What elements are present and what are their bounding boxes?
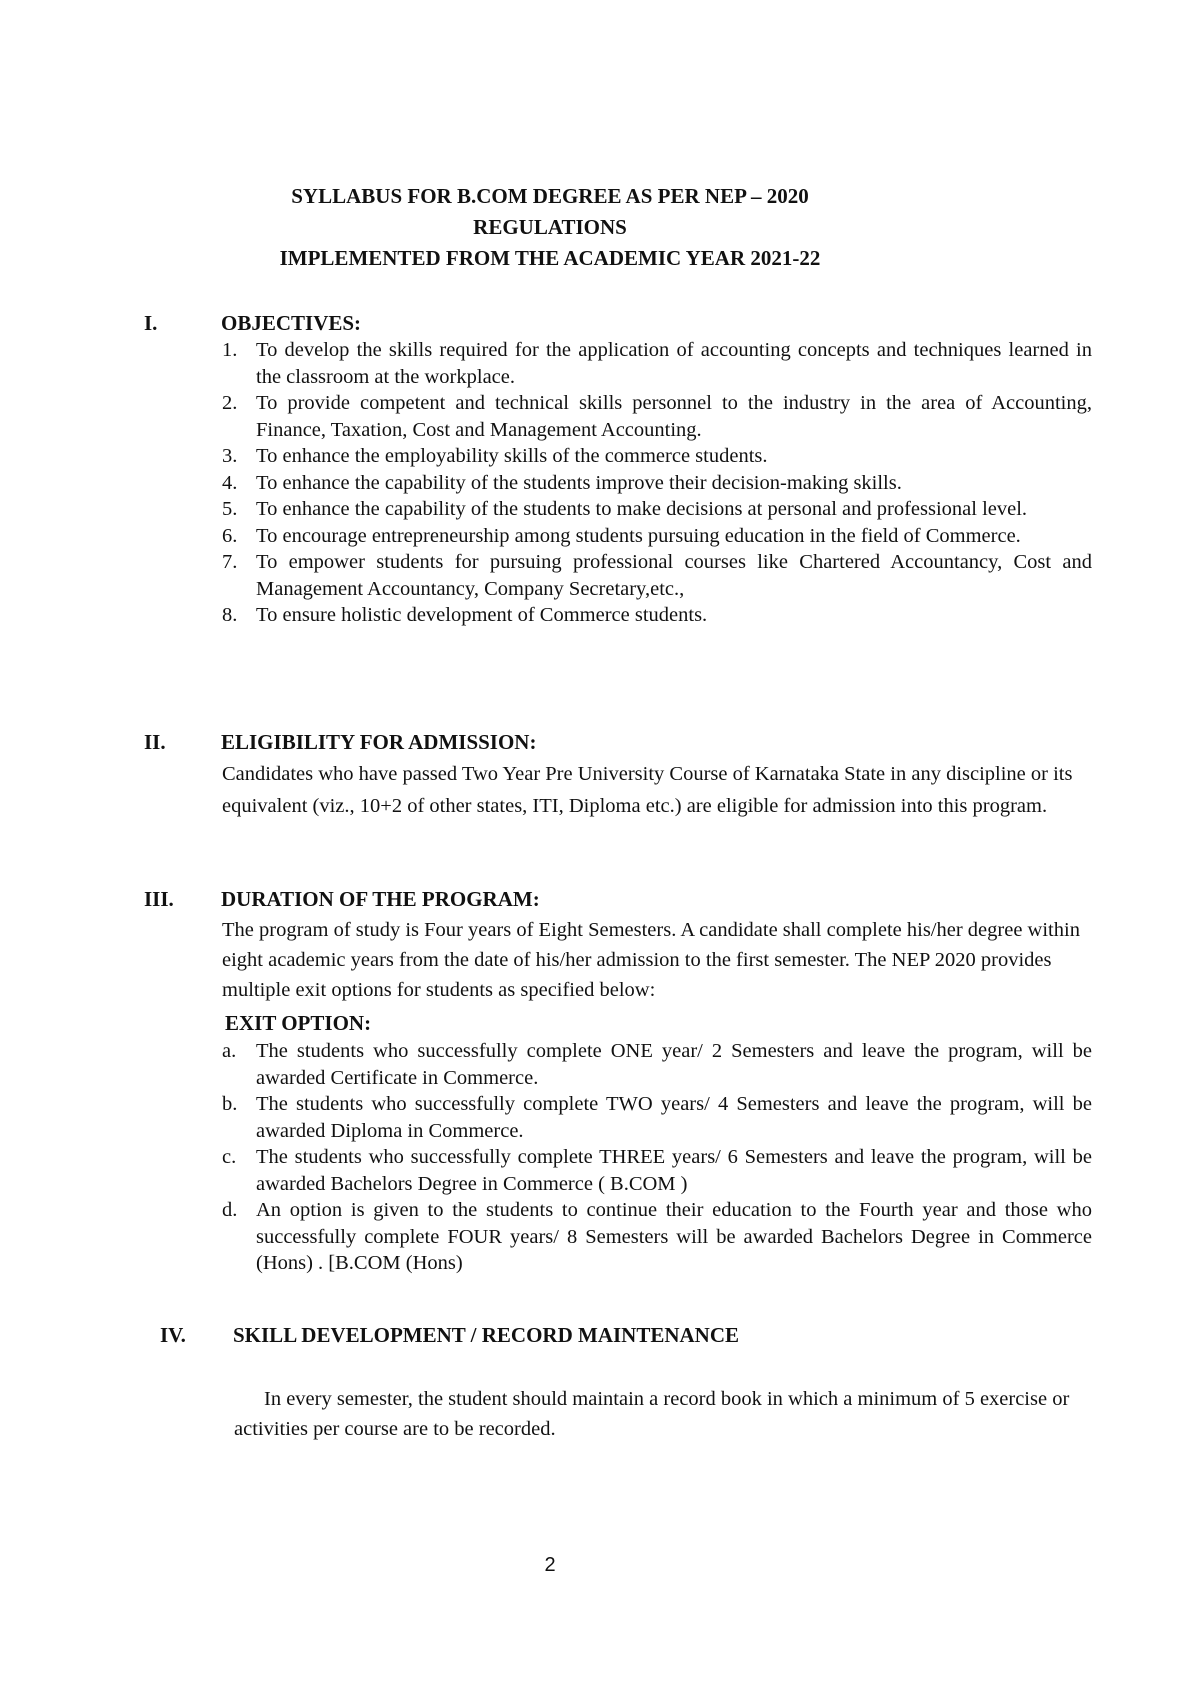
list-item [222,549,1092,602]
list-marker: 2. [222,392,238,414]
list-item [222,470,1092,497]
exit-options-list [222,1038,1092,1277]
list-item [222,523,1092,550]
list-item-text: To provide competent and technical skills personnel to the industry in the area of Accounting, Finance, Taxation, Cost and Management Accounting. [256,392,1092,441]
list-item-text: The students who successfully complete THREE years/ 6 Semesters and leave the program, will be awarded Bachelors Degree in Commerce ( B.COM ) [256,1146,1092,1195]
list-item-text: To enhance the employability skills of the commerce students. [256,445,768,467]
title-line-1: SYLLABUS FOR B.COM DEGREE AS PER NEP – 2020 [291,184,809,208]
list-item [222,1144,1092,1197]
list-marker: d. [222,1199,238,1221]
objectives-list [222,337,1092,629]
section-number: III. [144,887,174,911]
list-item-text: An option is given to the students to continue their education to the Fourth year and those who successfully complete FOUR years/ 8 Semesters will be awarded Bachelors Degree in Commerce (Hons) . [B.COM (Hons) [256,1199,1092,1274]
section-heading: SKILL DEVELOPMENT / RECORD MAINTENANCE [233,1323,740,1347]
section-heading: ELIGIBILITY FOR ADMISSION: [221,730,537,754]
list-item [222,1197,1092,1277]
list-item [222,390,1092,443]
list-marker: 6. [222,524,238,547]
list-item [222,443,1092,470]
section-heading: DURATION OF THE PROGRAM: [221,887,540,911]
section-number: IV. [160,1323,186,1347]
list-item [222,602,1092,629]
exit-option-heading: EXIT OPTION: [225,1011,372,1035]
list-item-text: To enhance the capability of the students to make decisions at personal and professional level. [256,498,1028,520]
list-marker: b. [222,1093,238,1115]
list-marker: 8. [222,604,238,626]
section-number: I. [144,311,158,335]
list-item-text: To enhance the capability of the students improve their decision-making skills. [256,471,902,494]
list-item [222,496,1092,523]
skill-text: In every semester, the student should maintain a record book in which a minimum of 5 exercise or activities per course are to be recorded. [234,1388,1070,1440]
duration-text: The program of study is Four years of Eight Semesters. A candidate shall complete his/her degree within eight academic years from the date of his/her admission to the first semester. The NEP 2020 provides multiple exit options for students as specified below: [222,919,1080,1001]
list-marker: 3. [222,445,238,467]
list-item [222,1038,1092,1091]
list-item-text: The students who successfully complete TWO years/ 4 Semesters and leave the program, will be awarded Diploma in Commerce. [256,1093,1092,1142]
eligibility-text: Candidates who have passed Two Year Pre University Course of Karnataka State in any discipline or its equivalent (viz., 10+2 of other states, ITI, Diploma etc.) are eligible for admission into this program. [222,763,1073,817]
list-item-text: To develop the skills required for the application of accounting concepts and techniques learned in the classroom at the workplace. [256,339,1092,388]
section-number: II. [144,730,166,754]
list-item [222,1091,1092,1144]
list-marker: 7. [222,551,238,573]
list-item-text: To encourage entrepreneurship among students pursuing education in the field of Commerce. [256,524,1021,547]
list-item-text: To empower students for pursuing professional courses like Chartered Accountancy, Cost and Management Accountancy, Company Secretary,etc., [256,551,1092,600]
title-line-3: IMPLEMENTED FROM THE ACADEMIC YEAR 2021-22 [279,246,821,270]
list-marker: 5. [222,498,238,520]
list-item-text: To ensure holistic development of Commerce students. [256,604,708,626]
list-marker: 4. [222,471,238,494]
list-marker: a. [222,1040,237,1062]
document-title [0,181,1100,274]
page-number: 2 [544,1554,556,1576]
list-item-text: The students who successfully complete ONE year/ 2 Semesters and leave the program, will be awarded Certificate in Commerce. [256,1040,1092,1089]
list-item [222,337,1092,390]
list-marker: c. [222,1146,237,1168]
title-line-2: REGULATIONS [473,215,627,239]
list-marker: 1. [222,339,238,361]
section-heading: OBJECTIVES: [221,311,362,335]
